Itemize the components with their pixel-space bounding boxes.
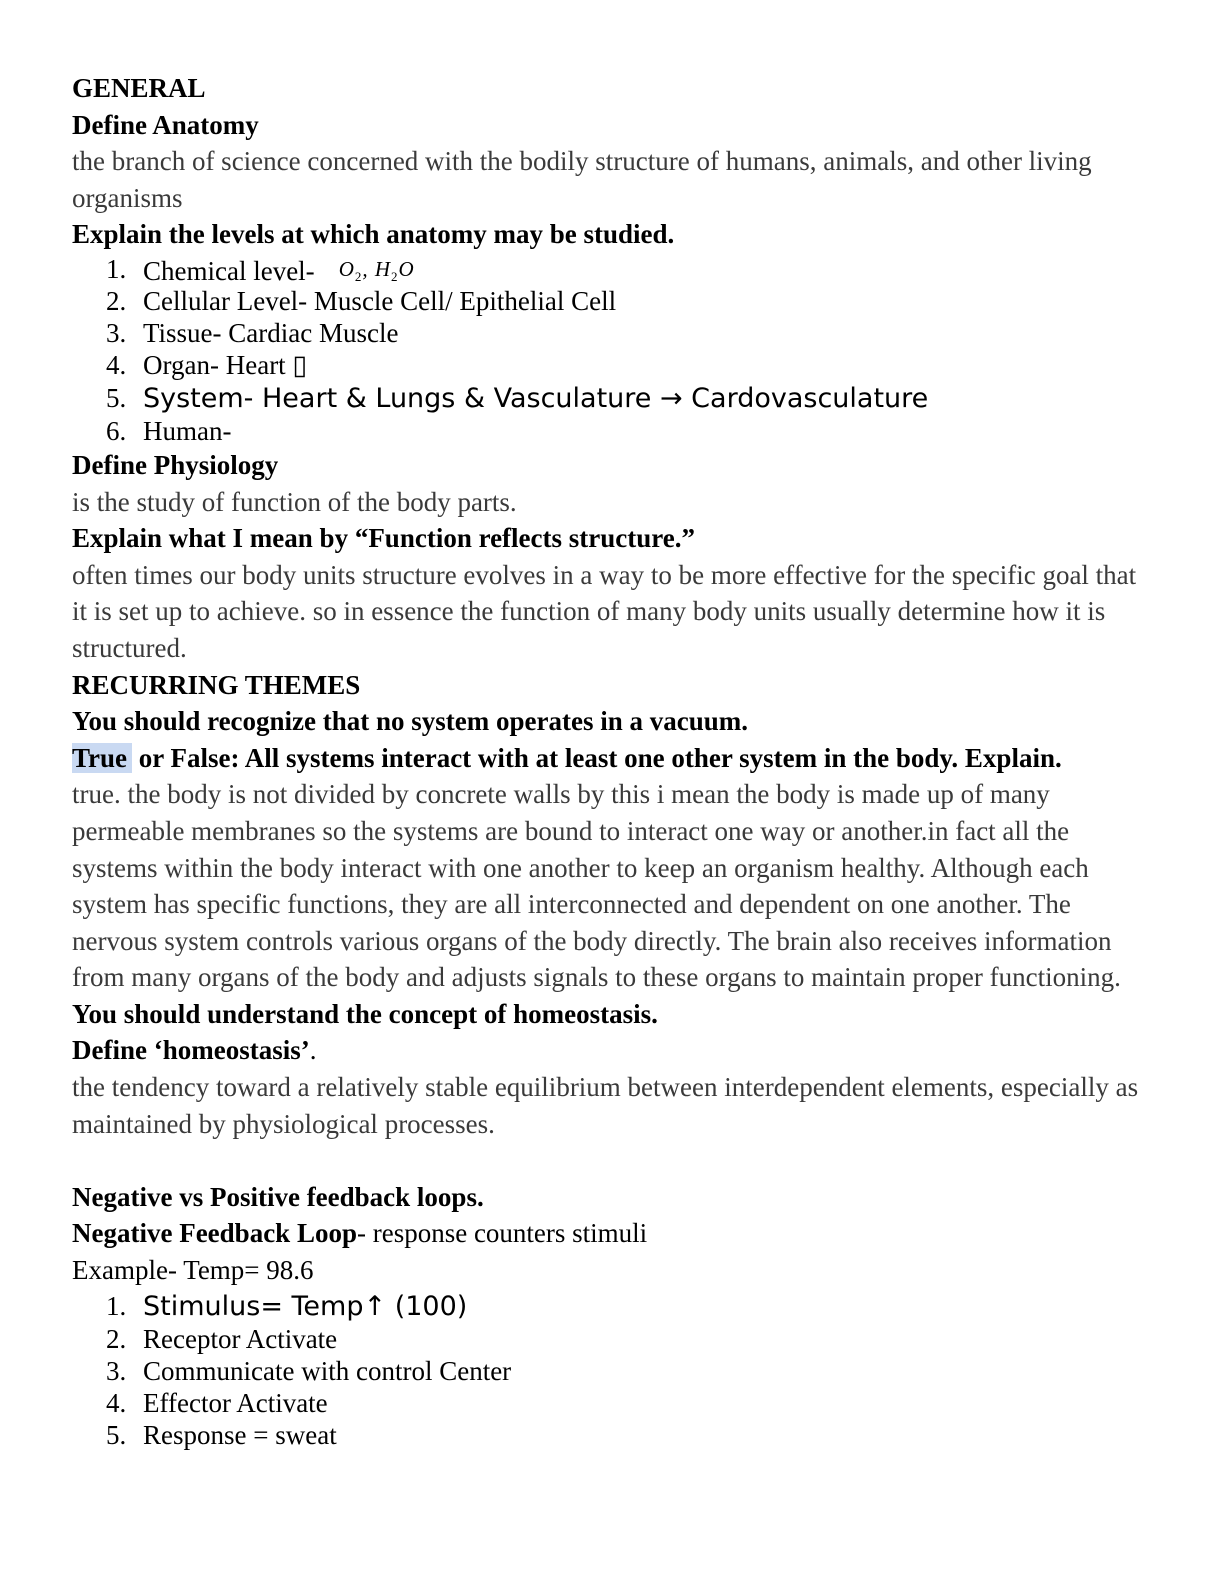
- question-homeostasis-concept: You should understand the concept of homeostasis.: [72, 998, 658, 1029]
- list-item-text: Organ- Heart ▯: [143, 349, 308, 380]
- list-number: 3.: [106, 317, 127, 348]
- list-item: [72, 349, 1152, 381]
- list-item: [72, 285, 1152, 317]
- question-define-anatomy: Define Anatomy: [72, 109, 259, 140]
- answer-define-anatomy[interactable]: the branch of science concerned with the bodily structure of humans, animals, and other living organisms: [72, 146, 1092, 213]
- list-number: 4.: [106, 349, 127, 380]
- list-item-text: Communicate with control Center: [143, 1355, 512, 1386]
- list-item-text: Chemical level-: [143, 255, 315, 286]
- list-number: 4.: [106, 1387, 127, 1418]
- list-item: [72, 1355, 1152, 1387]
- question-vacuum: You should recognize that no system operates in a vacuum.: [72, 706, 749, 737]
- list-number: 6.: [106, 415, 127, 446]
- list-item-text: System- Heart & Lungs & Vasculature → Cardovasculature: [143, 382, 929, 414]
- list-number: 2.: [106, 285, 127, 316]
- negative-feedback-label: Negative Feedback Loop: [72, 1218, 357, 1249]
- section-heading-general: GENERAL: [72, 73, 206, 103]
- list-number: 5.: [106, 382, 127, 413]
- list-item: [72, 253, 1152, 285]
- question-function-structure: Explain what I mean by “Function reflects structure.”: [72, 523, 695, 554]
- answer-define-physiology[interactable]: is the study of function of the body parts.: [72, 486, 517, 517]
- blank-line: [72, 1142, 1152, 1179]
- list-item-text: Cellular Level- Muscle Cell/ Epithelial Cell: [143, 285, 617, 316]
- list-item-text: Receptor Activate: [143, 1323, 338, 1354]
- feedback-example: Example- Temp= 98.6: [72, 1255, 314, 1286]
- list-item-text: Response = sweat: [143, 1419, 337, 1450]
- list-number: 5.: [106, 1419, 127, 1450]
- question-true-false: True or False: All systems interact with at least one other system in the body. Explain.: [72, 742, 1062, 773]
- negative-feedback-definition: Negative Feedback Loop- response counters stimuli: [72, 1218, 648, 1249]
- list-item: [72, 1419, 1152, 1451]
- list-item-text: Human-: [143, 415, 232, 446]
- document-page: [72, 70, 1152, 1451]
- question-levels: Explain the levels at which anatomy may be studied.: [72, 219, 675, 250]
- section-heading-feedback: Negative vs Positive feedback loops.: [72, 1181, 484, 1212]
- list-number: 2.: [106, 1323, 127, 1354]
- list-number: 1.: [106, 1290, 127, 1321]
- answer-function-structure[interactable]: often times our body units structure evolves in a way to be more effective for the specific goal that it is set up to achieve. so in essence the function of many body units usually determine how it is structured.: [72, 559, 1137, 663]
- text-selection-highlight[interactable]: True: [72, 743, 132, 773]
- list-number: 3.: [106, 1355, 127, 1386]
- list-item: [72, 415, 1152, 447]
- list-item: [72, 1323, 1152, 1355]
- feedback-steps-list: [72, 1289, 1152, 1451]
- list-item: [72, 1289, 1152, 1323]
- answer-define-homeostasis[interactable]: the tendency toward a relatively stable equilibrium between interdependent elements, especially as maintained by physiological processes.: [72, 1072, 1139, 1139]
- question-define-homeostasis: Define ‘homeostasis’.: [72, 1035, 317, 1066]
- levels-list: [72, 253, 1152, 447]
- list-item: [72, 381, 1152, 415]
- list-item-text: Stimulus= Temp↑ (100): [143, 1290, 468, 1322]
- list-number: 1.: [106, 253, 127, 284]
- section-heading-themes: RECURRING THEMES: [72, 669, 361, 700]
- list-item: [72, 1387, 1152, 1419]
- chemical-formula: $O_2$, $H_2O$: [338, 256, 415, 285]
- list-item-text: Effector Activate: [143, 1387, 328, 1418]
- question-define-physiology: Define Physiology: [72, 449, 279, 480]
- answer-true-false[interactable]: true. the body is not divided by concrete walls by this i mean the body is made up of many permeable membranes so the systems are bound to interact one way or another.in fact all the systems within the body interact with one another to keep an organism healthy. Although each system has specific functions, they are all interconnected and dependent on one another. The nervous system controls various organs of the body directly. The brain also receives information from many organs of the body and adjusts signals to these organs to maintain proper functioning.: [72, 779, 1121, 993]
- list-item: [72, 317, 1152, 349]
- list-item-text: Tissue- Cardiac Muscle: [143, 317, 399, 348]
